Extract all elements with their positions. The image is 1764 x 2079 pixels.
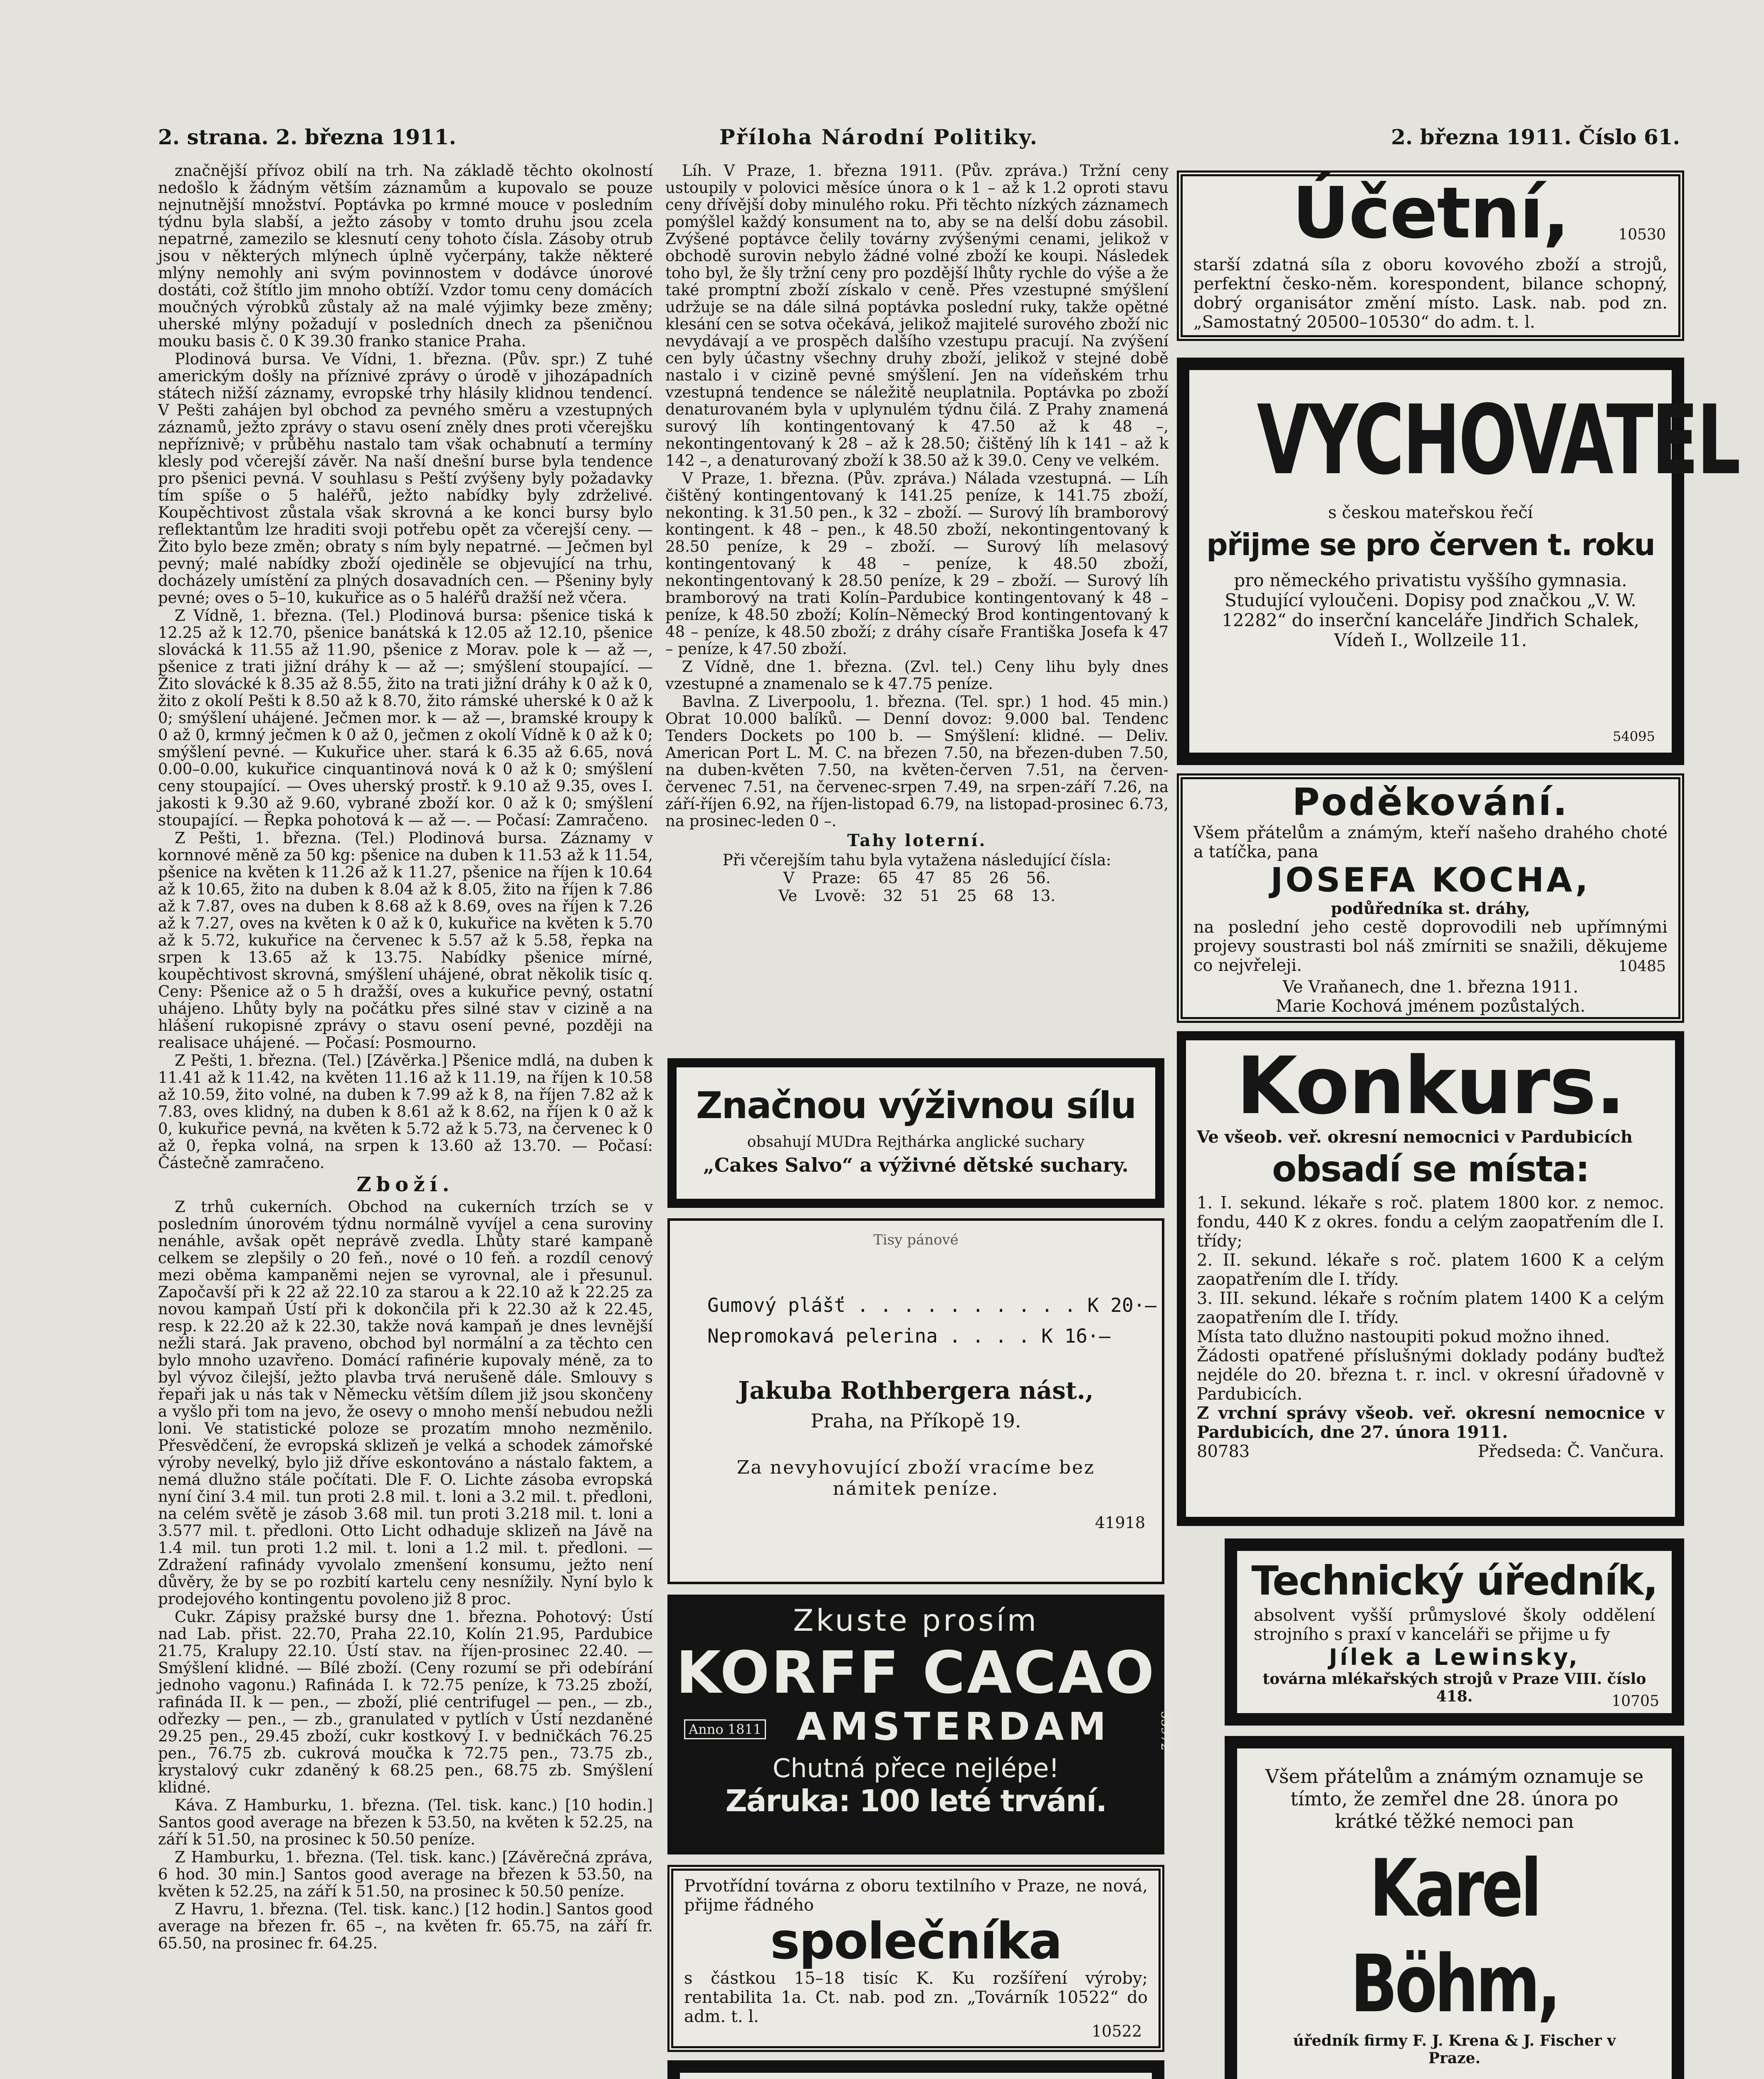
article-paragraph: Cukr. Zápisy pražské bursy dne 1. března. Pohotový: Ústí nad Lab. přist. 22.70, Praha 22.10, Kolín 21.95, Pardubice 21.75, Kralupy 22.10. Ústí stav. na říjen-prosinec 22.40. — Smýšlení klidné. — Bílé zboží. (Ceny rozumí se při odebírání jednoho vagonu.) Rafináda I. k 72.75 peníze, k 73.25 zboží, rafináda II. k — pen., — zboží, plié centrifugel — pen., — zb., odřezky — pen., — zb., granulated v pytlích v Ústí nezdaněné 29.25 pen., 29.45 zboží, cukr kostkový I. v bedničkách 76.25 pen., 76.75 zb. cukrová moučka k 72.75 pen., 73.75 zb., krystalový cukr zdaněný k 68.25 pen., 68.75 zb. Smýšlení klidné. xyxy=(158,1608,653,1796)
lottery-prague: V Praze: 65 47 85 26 56. xyxy=(783,869,1051,887)
ad-position-1: 1. I. sekund. lékaře s roč. platem 1800 kor. z nemoc. fondu, 440 K z okres. fondu a celým zaopatřením dle I. třídy; xyxy=(1197,1193,1664,1251)
ad-date: Ve Vraňanech, dne 1. března 1911. xyxy=(1282,978,1579,997)
column-spirits-cotton xyxy=(665,162,1169,1010)
article-paragraph: Bavlna. Z Liverpoolu, 1. března. (Tel. spr.) 1 hod. 45 min.) Obrat 10.000 balíků. — Denní dovoz: 9.000 bal. Tendenc Tenders Dockets po 100 b. — Smýšlení: klidné. — Deliv. American Port L. M. C. na březen 7.50, na březen-duben 7.50, na duben-květen 7.50, na květen-červen 7.51, na červen-červenec 7.51, na červenec-srpen 7.49, na srpen-září 7.26, na září-říjen 6.92, na říjen-listopad 6.79, na listopad-prosinec 6.73, na prosinec-leden 0 –. xyxy=(665,693,1169,830)
ad-code: 10485 xyxy=(1618,958,1666,975)
ad-mlekarsky-vuz xyxy=(667,2060,1164,2079)
article-paragraph: Z Vídně, dne 1. března. (Zvl. tel.) Ceny lihu byly dnes vzestupné a znamenalo se k 47.75 peníze. xyxy=(665,658,1169,693)
article-paragraph: Plodinová bursa. Ve Vídni, 1. března. (Pův. spr.) Z tuhé americkým došly na příznivé zprávy o úrodě v jihozápadních státech nižší záznamy, evropské trhy hlásily klidnou tendencí. V Pešti zahájen byl obchod za pevného směru a vzestupných záznamů, ježto zprávy o stavu osení zněly dnes proti včerejšku nepříznivě; v průběhu nastalo tam však ochabnutí a termíny klesly pod včerejší závěr. Na naší dnešní burse byla tendence pro pšenici pevná. V souhlasu s Peští zvýšeny byly požadavky tím spíše o 5 haléřů, ježto nabídky byly zdrželivé. Koupěchtivost zůstala však skrovná a ke konci bursy bylo reflektantům lze hraditi svoji potřebu opět za včerejší ceny. — Žito bylo beze změn; obraty s ním byly nepatrné. — Ječmen byl pevný; malé nabídky zboží ojediněle se objevující na trhu, docházely umístění za plných dosavadních cen. — Pšeniny byly pevné; oves o 5–10, kukuřice as o 5 haléřů dražší než včera. xyxy=(158,350,653,607)
article-paragraph: Z Pešti, 1. března. (Tel.) Plodinová bursa. Záznamy v kornnové měně za 50 kg: pšenice na duben k 11.53 až k 11.54, pšenice na květen k 11.26 až k 11.27, pšenice na říjen k 10.64 až k 10.65, žito na duben k 8.04 až k 8.05, žito na říjen k 7.86 až k 7.87, oves na duben k 8.68 až k 8.69, oves na říjen k 7.26 až k 7.27, oves na květen k 0 až k 0, kukuřice na květen k 5.70 až k 5.72, kukuřice na červenec k 5.57 až k 5.58, řepka na srpen k 13.65 až k 13.75. Nabídky pšenice mírné, koupěchtivost skrovná, smýšlení uhájené, obrat několik tisíc q. Ceny: Pšenice až o 5 h dražší, oves a kukuřice pevný, ostatní uhájeno. Lhůty byly na počátku přes silné stav v cizině a na hlášení rukopisné zprávy o stavu osení pevné, později na realisace uhájené. — Počasí: Posmourno. xyxy=(158,829,653,1052)
article-paragraph: Z Vídně, 1. března. (Tel.) Plodinová bursa: pšenice tiská k 12.25 až k 12.70, pšenice banátská k 12.05 až 12.10, pšenice slovácká k 11.55 až 11.90, pšenice z Morav. pole k — až —, pšenice z trati jižní dráhy k — až —; smýšlení stoupající. — Žito slovácké k 8.35 až 8.55, žito na trati jižní dráhy k 0 až k 0, žito z okolí Pešti k 8.50 až k 8.70, žito rámské uherské k 0 až k 0; smýšlení uhájené. Ječmen mor. k — až —, bramské kroupy k 0 až 0, krmný ječmen k 0 až 0, ječmen z okolí Vídně k 0 až k 0; smýšlení pevné. — Kukuřice uher. stará k 6.35 až 6.65, nová 0.00–0.00, kukuřice cinquantinová nová k 0 až k 0; smýšlení ceny stoupající. — Oves uherský prostř. k 9.10 až 9.35, oves I. jakosti k 9.30 až 9.60, vybrané zboží kor. 0 až k 0; smýšlení stoupající. — Řepka pohotová k — až —. — Počasí: Zamračeno. xyxy=(158,607,653,829)
ad-position-2: 2. II. sekund. lékaře s roč. platem 1600 K a celým zaopatřením dle I. třídy. xyxy=(1197,1251,1664,1289)
ad-firm-address: továrna mlékařských strojů v Praze VIII. číslo 418. xyxy=(1262,1670,1646,1705)
ad-code: 10522 xyxy=(1092,2022,1142,2040)
ad-headline: Konkurs. xyxy=(1236,1040,1625,1132)
article-paragraph: V Praze, 1. března. (Pův. zpráva.) Nálada vzestupná. — Líh čištěný kontingentovaný k 141.25 peníze, k 141.75 zboží, nekonting. k 31.50 pen., k 32 – zboží. — Surový líh bramborový kontingent. k 48 – pen., k 48.50 zboží, nekontingentovaný k 28.50 peníze, k 29 – zboží. — Surový líh melasový kontingentovaný k 48 – peníze, k 48.50 zboží, nekontingentovaný k 28.50 peníze, k 29 – zboží. — Surový líh bramborový na trati Kolín–Pardubice kontingentovaný k 48 – peníze, k 48.50 zboží; Kolín–Německý Brod kontingentovaný k 48 – peníze, k 48.50 zboží; z dráhy císaře Františka Josefa k 47 – peníze, k 47.50 zboží. xyxy=(665,469,1169,658)
ad-intro: Prvotřídní továrna z oboru textilního v Praze, ne nová, přijme řádného xyxy=(684,1877,1148,1915)
ad-rothberger xyxy=(667,1218,1164,1584)
lottery-intro: Při včerejším tahu byla vytažena následující čísla: xyxy=(722,851,1112,869)
lottery-heading: Tahy loterní. xyxy=(847,831,987,850)
ad-tagline-guarantee: Záruka: 100 leté trvání. xyxy=(725,1783,1107,1818)
ad-konkurs xyxy=(1177,1031,1684,1526)
lottery-lviv: Ve Lvově: 32 51 25 68 13. xyxy=(778,887,1055,905)
ad-position-3: 3. III. sekund. lékaře s ročním platem 1400 K a celým zaopatřením dle I. třídy. xyxy=(1197,1289,1664,1327)
ad-instructions: Žádosti opatřené příslušnými doklady podány buďtež nejdéle do 20. března t. r. incl. v okresní úřadovně v Pardubicích. xyxy=(1197,1346,1664,1404)
ad-korff-cacao xyxy=(667,1595,1173,1854)
ad-language: s českou mateřskou řečí xyxy=(1328,503,1533,522)
article-paragraph: Z Havru, 1. března. (Tel. tisk. kanc.) [12 hodin.] Santos good average na březen fr. 65 –, na květen fr. 65.75, na září fr. 65.50, na prosinec fr. 64.25. xyxy=(158,1900,653,1952)
article-paragraph: značnější přívoz obilí na trh. Na základě těchto okolností nedošlo k žádným větším záznamům a kupovalo se pouze nejnutnější množství. Poptávka po krmné mouce v posledním týdnu byla slabší, a ježto zásoby v tomto druhu jsou zcela nepatrné, zamezilo se klesnutí ceny tohoto čísla. Zásoby otrub jsou v některých mlýnech úplně vyčerpány, takže některé mlýny nemohly ani svým povinnostem v dodávce únorové dostáti, což štítlo jim mnoho obtíží. Vzdor tomu ceny domácích moučných výrobků zůstaly až na malé výjimky beze změny; uherské mlýny požadují v posledních dnech za pšeničnou mouku basis č. 0 K 39.30 franko stanice Praha. xyxy=(158,162,653,350)
ad-firm: Jílek a Lewinsky, xyxy=(1329,1644,1580,1670)
ad-headline: Technický úředník, xyxy=(1251,1558,1658,1604)
ad-headline: Poděkování. xyxy=(1292,780,1569,824)
ad-podekovani xyxy=(1177,773,1684,1023)
ad-headline: Značnou výživnou sílu xyxy=(696,1084,1136,1127)
ad-signature: Předseda: Č. Vančura. xyxy=(1477,1442,1664,1461)
ad-firm: Jakuba Rothbergera nást., xyxy=(738,1376,1094,1405)
ad-intro: Všem přátelům a známým oznamuje se tímto, že zemřel dne 28. února po krátké těžké nemoci pan xyxy=(1265,1765,1644,1832)
ad-code: 10530 xyxy=(1618,226,1666,243)
ad-headline: VYCHOVATEL xyxy=(1257,385,1739,496)
ad-ucetni xyxy=(1177,170,1684,341)
column-market-reports xyxy=(158,162,653,2079)
ad-deceased-title: úředník firmy F. J. Krena & J. Fischer v Praze. xyxy=(1293,2032,1616,2067)
article-paragraph: Z trhů cukerních. Obchod na cukerních trzích se v posledním únorovém týdnu normálně vyvíjel a cena suroviny nenáhle, avšak opět neprávě zvedla. Lhůty staré kampaně celkem se zlepšily o 20 feň., nové o 10 feň. a rozdíl cenový mezi oběma kampaněmi nejen se vyrovnal, ale i přesunul. Započavší při k 22 až 22.10 za starou a k 22.10 až k 22.25 za novou kampaň Ústí při k dokončila při k 22.30 až k 22.45, resp. k 22.20 až k 22.30, takže nová kampaň je dnes levnější nežli stará. Jak praveno, obchod byl normální a za těchto cen bylo mnoho uzavřeno. Domácí rafinérie kupovaly méně, za to byl vývoz čilejší, ježto plavba trvá nerušeně dále. Smlouvy s řepaři jak u nás tak v Německu větším dílem již jsou skončeny a vyšlo při tom na jevo, že osevy o mnoho menší nebudou nežli loni. Ve statistické poloze se prozatím mnoho nezměnilo. Přesvědčení, že evropská sklizeň je velká a schodek zámořské výroby nevelký, bylo již dříve eskontováno a nástalo faktem, a nemá dlužno stále počítati. Dle F. O. Lichte zásoba evropská nyní činí 3.4 mil. tun proti 2.8 mil. t. loni a 3.2 mil. t. předloni, na celém světě je zásob 3.68 mil. tun proti 3.218 mil. t. loni a 3.577 mil. t. předloni. Otto Licht odhaduje sklizeň na Jávě na 1.4 mil. tun proti 1.2 mil. t. loni a 1.2 mil. t. předloni. — Zdražení rafinády vyvolalo zmenšení konsumu, ježto není důvěry, že by se po rozbití kartelu ceny nesnížily. Nyní bylo k prodejového kontingentu povoleno již 8 proc. xyxy=(158,1198,653,1608)
ad-spolecnik xyxy=(667,1865,1164,2052)
ad-item-pelerine: Nepromokavá pelerina . . . . K 16·– xyxy=(707,1325,1111,1347)
ad-vychovatel xyxy=(1177,358,1739,765)
ad-organization: Ve všeob. veř. okresní nemocnici v Pardubicích xyxy=(1197,1127,1633,1147)
ad-headline: společníka xyxy=(770,1913,1062,1970)
ad-address: Praha, na Příkopě 19. xyxy=(810,1410,1021,1432)
ad-deceased-name: JOSEFA KOCHA, xyxy=(1270,861,1591,899)
header-issue: 2. března 1911. Číslo 61. xyxy=(1391,125,1680,149)
ad-tagline-taste: Chutná přece nejlépe! xyxy=(772,1753,1060,1783)
ad-subheadline: obsadí se místa: xyxy=(1272,1148,1589,1190)
ad-deceased-name: Karel Böhm, xyxy=(1350,1842,1559,2030)
ad-body: pro německého privatistu vyššího gymnasia. Studující vyloučeni. Dopisy pod značkou „V. W. 12282“ do inserční kanceláře Jindřich Schalek, Vídeň I., Wollzeile 11. xyxy=(1221,570,1640,650)
ad-code: 54095 xyxy=(1613,728,1655,744)
ad-technicky-urednik xyxy=(1225,1538,1684,1726)
ad-guarantee: Za nevyhovující zboží vracíme bez námitek peníze. xyxy=(736,1457,1095,1499)
article-paragraph: Káva. Z Hamburku, 1. března. (Tel. tisk. kanc.) [10 hodin.] Santos good average na březen k 53.50, na květen k 52.25, na září k 51.50, na prosinec k 50.50 peníze. xyxy=(158,1796,653,1848)
ad-issuer: Z vrchní správy všeob. veř. okresní nemocnice v Pardubicích, dne 27. února 1911. xyxy=(1197,1403,1664,1442)
ad-top-line: Zkuste prosím xyxy=(793,1603,1039,1638)
header-page-date: 2. strana. 2. března 1911. xyxy=(158,125,456,149)
section-heading: Zboží. xyxy=(356,1173,455,1196)
ad-code: 41918 xyxy=(1095,1514,1145,1532)
ad-obituary-bohm xyxy=(1225,1736,1684,2079)
article-paragraph: Z Hamburku, 1. března. (Tel. tisk. kanc.) [Závěrečná zpráva, 6 hod. 30 min.] Santos good average na březen k 53.50, na květen k 52.25, na září k 51.50, na prosinec k 50.50 peníze. xyxy=(158,1848,653,1900)
ad-headline: Účetní, xyxy=(1292,172,1569,254)
ad-note: Místa tato dlužno nastoupiti pokud možno ihned. xyxy=(1197,1327,1610,1346)
ad-item-coat: Gumový plášť . . . . . . . . . . K 20·– xyxy=(707,1294,1157,1316)
ad-side-code: 53972 xyxy=(1158,1711,1173,1751)
ad-body: obsahují MUDra Rejthárka anglické suchary xyxy=(747,1133,1085,1151)
ad-body: absolvent vyšší průmyslové školy oddělení strojního s praxí v kanceláři se přijme u fy xyxy=(1254,1606,1655,1644)
article-paragraph: Z Pešti, 1. března. (Tel.) [Závěrka.] Pšenice mdlá, na duben k 11.41 až k 11.42, na květen 11.16 až k 11.19, na říjen k 10.58 až 10.59, žito volné, na duben k 7.99 až k 8, na říjen 7.82 až k 7.83, oves klidný, na duben k 8.61 až k 8.62, na říjen k 0 až k 0, kukuřice pevná, na květen k 5.72 až k 5.73, na červenec k 0 až 0, řepka volná, na srpen k 13.60 až 13.70. — Počasí: Částečně zamračeno. xyxy=(158,1052,653,1172)
ad-deceased-title: podůředníka st. dráhy, xyxy=(1331,899,1530,918)
article-paragraph: Líh. V Praze, 1. března 1911. (Pův. zpráva.) Tržní ceny ustoupily v polovici měsíce února o k 1 – až k 1.2 oproti stavu ceny dřívější doby minulého roku. Při těchto nízkých záznamech pomýšlel každý konsument na to, aby se na delší dobu zásobil. Zvýšené poptávce čelily továrny zvýšenými cenami, jelikož v obchodě surovin nebylo žádné volné zboží ke koupi. Následek toho byl, že šly tržní ceny pro pozdější lhůty rychle do výše a že také promptní zboží získalo v ceně. Přes vzestupné smýšlení udržuje se na dále silná poptávka poslední ruky, takže opětné klesání cen se sotva očekává, jelikož majitelé surového zboží nic nevydávají a ve prospěch dalšího vzestupu pracují. Na zvýšení cen byly účastny všechny druhy zboží, jelikož v stejné době nastalo i v cizině pevné smýšlení. Jen na vídeňském trhu vzestupná tendence se náležitě neuplatnila. Poptávka po zboží denaturovaném byla v uplynulém týdnu čilá. Z Prahy znamená surový líh kontingentovaný k 47.50 až k 48 –, nekontingentovaný k 28 – až k 28.50; čištěný líh k 141 – až k 142 –, a denaturovaný zboží k 38.50 až k 39.0. Ceny ve velkém. xyxy=(665,162,1169,469)
ad-city: AMSTERDAM xyxy=(796,1704,1110,1749)
ad-small-text: Tisy pánové xyxy=(873,1232,959,1248)
page-header xyxy=(158,125,1680,158)
header-title: Příloha Národní Politiky. xyxy=(719,125,1038,149)
ad-intro: Všem přátelům a známým, kteří našeho drahého choté a tatíčka, pana xyxy=(1193,823,1668,862)
ad-rejtharek xyxy=(667,1058,1164,1208)
ad-anno: Anno 1811 xyxy=(684,1719,766,1739)
ad-body: s částkou 15–18 tisíc K. Ku rozšíření výroby; rentabilita 1a. Ct. nab. pod zn. „Továrník 10522“ do adm. t. l. xyxy=(684,1969,1148,2026)
ad-product: „Cakes Salvo“ a výživné dětské suchary. xyxy=(703,1154,1129,1176)
ad-code: 80783 xyxy=(1197,1442,1250,1461)
ad-signature: Marie Kochová jménem pozůstalých. xyxy=(1275,997,1586,1016)
ad-subheadline: přijme se pro červen t. roku xyxy=(1206,527,1655,562)
ad-code: 10705 xyxy=(1611,1693,1659,1710)
ad-body: starší zdatná síla z oboru kovového zboží a strojů, perfektní česko-něm. korespondent, bilance schopný, dobrý organisátor změní místo. Lask. nab. pod zn. „Samostatný 20500–10530“ do adm. t. l. xyxy=(1193,255,1668,332)
ad-brand: KORFF CACAO xyxy=(676,1639,1156,1707)
ad-body: na poslední jeho cestě doprovodili neb upřímnými projevy soustrasti bol náš zmírniti se snažili, děkujeme co nejvřeleji. xyxy=(1193,918,1668,975)
